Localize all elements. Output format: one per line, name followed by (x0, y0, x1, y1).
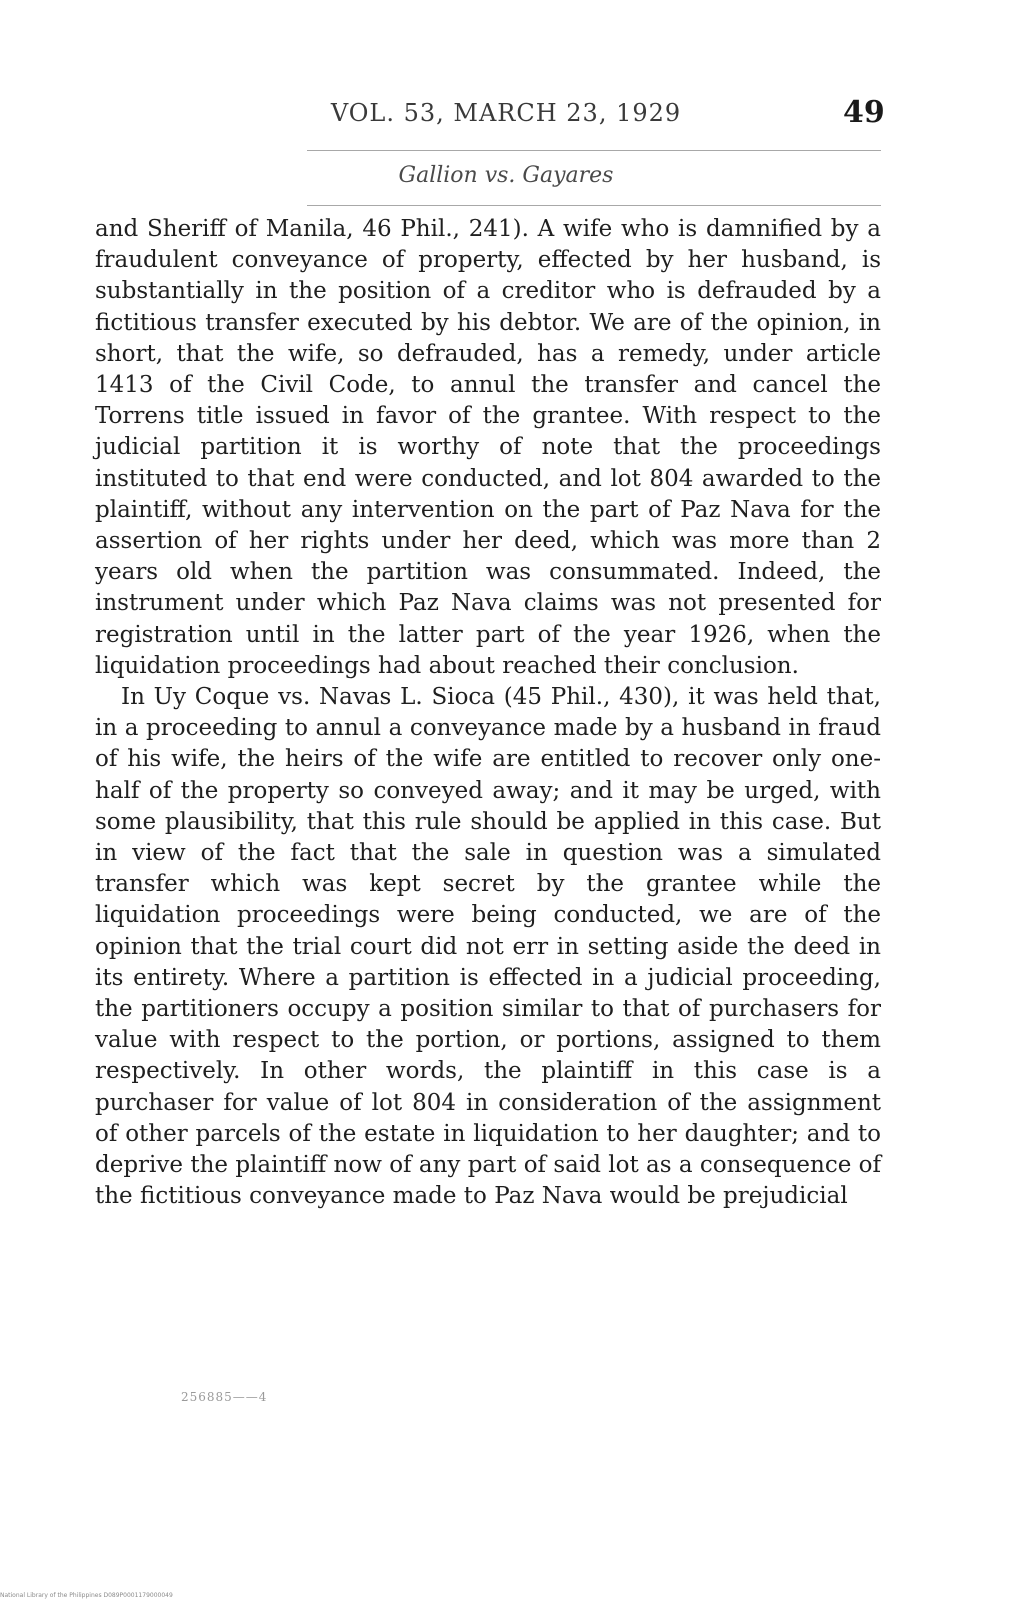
page-number: 49 (843, 95, 885, 130)
header-rule-top (307, 150, 881, 151)
case-name-subtitle: Gallion vs. Gayares (398, 163, 614, 188)
paragraph-uy-coque: In Uy Coque vs. Navas L. Sioca (45 Phil., 430), it was held that, in a proceeding to annul a conveyance made by a husband in fraud of his wife, the heirs of the wife are entitled to recover only one-half of the property so conveyed away; and it may be urged, with some plausibility, that this rule should be applied in this case. But in view of the fact that the sale in question was a simulated transfer which was kept secret by the grantee while the liquidation proceedings were being conducted, we are of the opinion that the trial court did not err in setting aside the deed in its entirety. Where a partition is effected in a judicial proceeding, the partitioners occupy a position similar to that of purchasers for value with respect to the portion, or portions, assigned to them respectively. In other words, the plaintiff in this case is a purchaser for value of lot 804 in consideration of the assignment of other parcels of the estate in liquidation to her daughter; and to deprive the plaintiff now of any part of said lot as a consequence of the fictitious conveyance made to Paz Nava would be prejudicial (95, 684, 881, 1210)
print-code: 256885——4 (181, 1390, 268, 1404)
running-header-title: VOL. 53, MARCH 23, 1929 (330, 99, 682, 127)
paragraph-continuation: and Sheriff of Manila, 46 Phil., 241). A wife who is damnified by a fraudulent conveyance of property, effected by her husband, is substantially in the position of a creditor who is defrauded by a fictitious transfer executed by his debtor. We are of the opinion, in short, that the wife, so defrauded, has a remedy, under article 1413 of the Civil Code, to annul the transfer and cancel the Torrens title issued in favor of the grantee. With respect to the judicial partition it is worthy of note that the proceedings instituted to that end were conducted, and lot 804 awarded to the plaintiff, without any intervention on the part of Paz Nava for the assertion of her rights under her deed, which was more than 2 years old when the partition was consummated. Indeed, the instrument under which Paz Nava claims was not presented for registration until in the latter part of the year 1926, when the liquidation proceedings had about reached their conclusion. (95, 216, 881, 679)
library-credit: National Library of the Philippines D089P0001179000049 (0, 1592, 173, 1599)
body-text (95, 214, 881, 1213)
header-rule-bottom (307, 205, 881, 206)
